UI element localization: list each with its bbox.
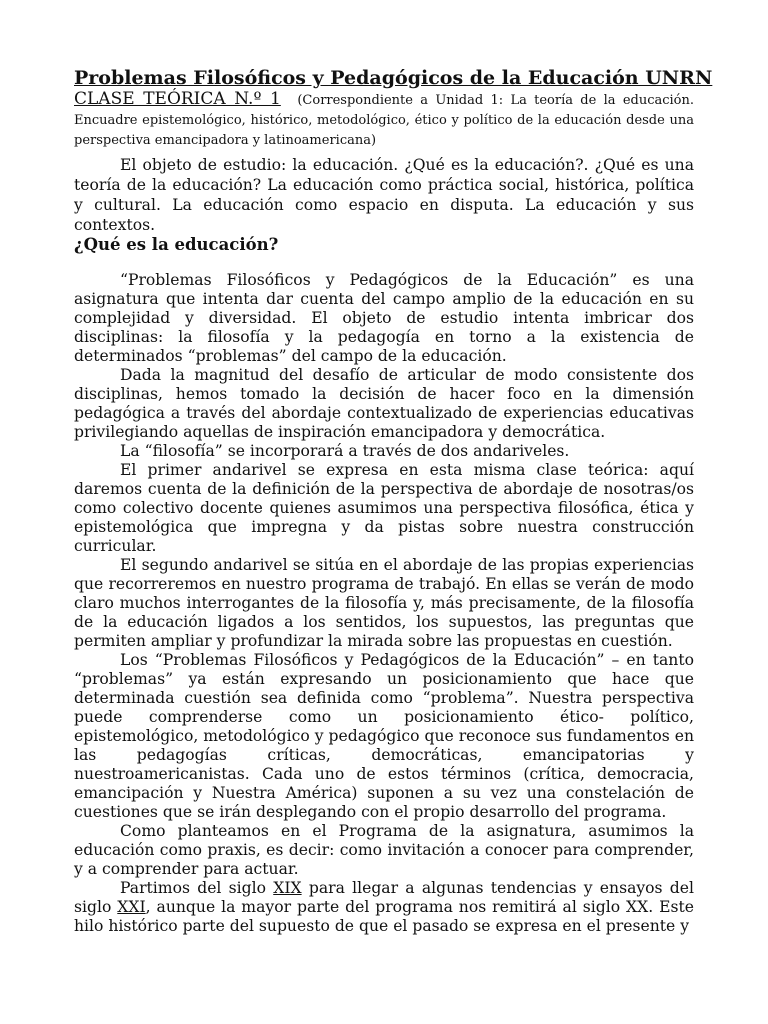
underlined-century-xix: XIX <box>273 879 302 897</box>
class-label: CLASE TEÓRICA N.º 1 <box>74 89 281 109</box>
text-segment: para llegar a algunas tendencias y ensayos del siglo <box>74 879 694 916</box>
paragraph: El primer andarivel se expresa en esta misma clase teórica: aquí daremos cuenta de la definición de la perspectiva de abordaje de nosotras/os como colectivo docente quienes asumimos una perspectiva filosófica, ética y epistemológica que impregna y da pistas sobre nuestra construcción curricular. <box>74 461 694 555</box>
document-title: Problemas Filosóficos y Pedagógicos de la Educación UNRN <box>74 67 713 89</box>
paragraph: Los “Problemas Filosóficos y Pedagógicos de la Educación” – en tanto “problemas” ya están expresando un posicionamiento que hace que determinada cuestión sea definida como “problema”. Nuestra perspectiva puede comprenderse como un posicionamiento ético- político, epistemológico, metodológico y pedagógico que reconoce sus fundamentos en las pedagogías críticas, democráticas, emancipatorias y nuestroamericanistas. Cada uno de estos términos (crítica, democracia, emancipación y Nuestra América) suponen a su vez una constelación de cuestiones que se irán desplegando con el propio desarrollo del programa. <box>74 651 694 821</box>
body-text <box>74 271 694 936</box>
class-description: (Correspondiente a Unidad 1: La teoría de la educación. Encuadre epistemológico, histórico, metodológico, ético y político de la educación desde una perspectiva emancipadora y latinoamericana) <box>74 93 695 148</box>
class-header <box>74 90 694 150</box>
text-segment: Partimos del siglo <box>120 879 274 897</box>
paragraph: Dada la magnitud del desafío de articular de modo consistente dos disciplinas, hemos tomado la decisión de hacer foco en la dimensión pedagógica a través del abordaje contextualizado de experiencias educativas privilegiando aquellas de inspiración emancipadora y democrática. <box>74 366 694 441</box>
paragraph: La “filosofía” se incorporará a través de dos andariveles. <box>120 442 570 460</box>
paragraph: El segundo andarivel se sitúa en el abordaje de las propias experiencias que recorreremos en nuestro programa de trabajó. En ellas se verán de modo claro muchos interrogantes de la filosofía y, más precisamente, de la filosofía de la educación ligados a los sentidos, los supuestos, las preguntas que permiten ampliar y profundizar la mirada sobre las propuestas en cuestión. <box>74 556 694 650</box>
paragraph: Como planteamos en el Programa de la asignatura, asumimos la educación como praxis, es decir: como invitación a conocer para comprender, y a comprender para actuar. <box>74 822 694 878</box>
paragraph: “Problemas Filosóficos y Pedagógicos de la Educación” es una asignatura que intenta dar cuenta del campo amplio de la educación en su complejidad y diversidad. El objeto de estudio intenta imbricar dos disciplinas: la filosofía y la pedagogía en torno a la existencia de determinados “problemas” del campo de la educación. <box>74 271 694 365</box>
text-segment: , aunque la mayor parte del programa nos remitirá al siglo XX. Este hilo histórico parte del supuesto de que el pasado se expresa en el presente y <box>74 898 694 935</box>
section-heading: ¿Qué es la educación? <box>74 235 279 254</box>
paragraph-last <box>74 879 694 936</box>
intro-paragraph: El objeto de estudio: la educación. ¿Qué es la educación?. ¿Qué es una teoría de la educación? La educación como práctica social, histórica, política y cultural. La educación como espacio en disputa. La educación y sus contextos. <box>74 156 694 234</box>
underlined-century-xxi: XXI <box>117 898 146 916</box>
